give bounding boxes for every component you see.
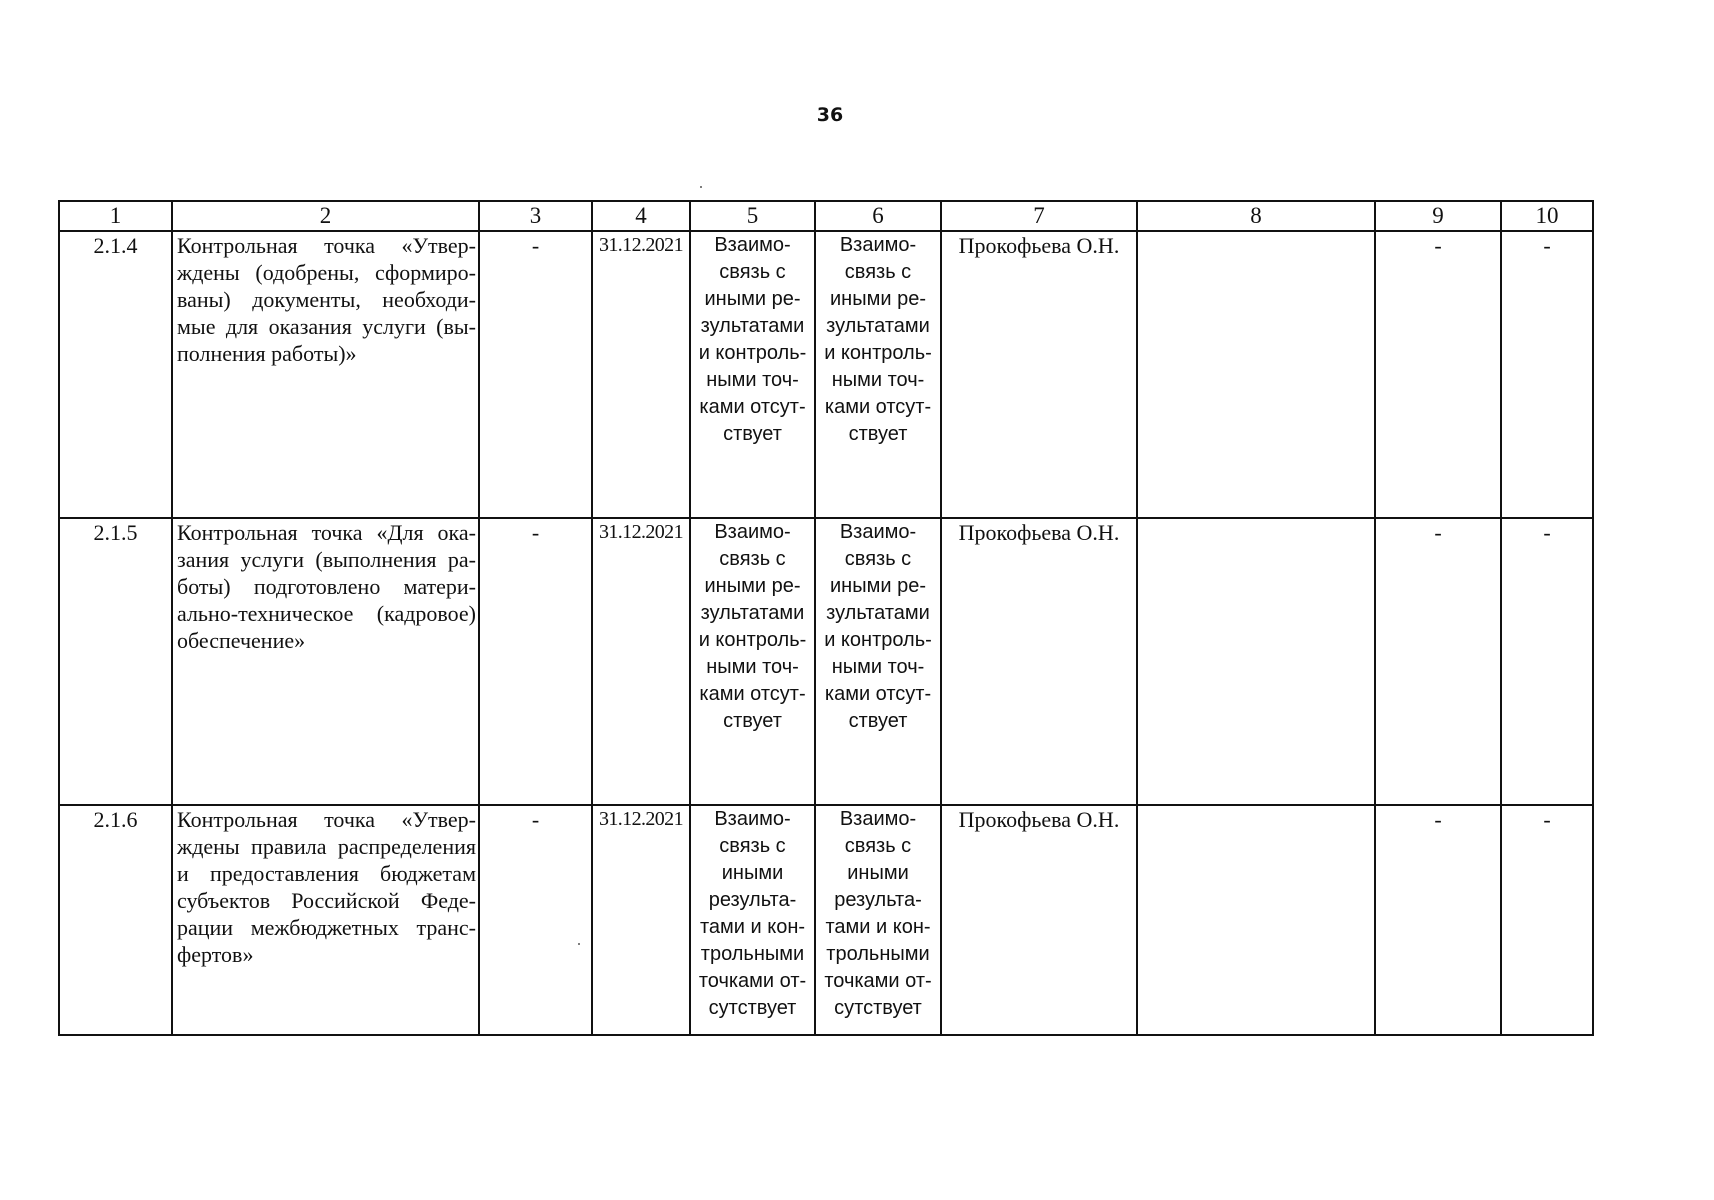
column-10-value: -	[1501, 518, 1593, 805]
control-point-name-line: полнения работы)»	[177, 341, 357, 366]
table-row	[59, 805, 1593, 1035]
interrelation-text-line: результа-	[834, 889, 922, 911]
item-number: 2.1.6	[59, 805, 172, 1035]
responsible-person: Прокофьева О.Н.	[941, 231, 1137, 518]
item-number: 2.1.4	[59, 231, 172, 518]
column-9-value: -	[1375, 805, 1501, 1035]
column-number: 2	[172, 201, 479, 231]
table-row	[59, 231, 1593, 518]
column-number: 7	[941, 201, 1137, 231]
column-8-value	[1137, 518, 1375, 805]
interrelation-text-line: связь с	[844, 261, 912, 283]
column-number: 3	[479, 201, 592, 231]
interrelation-text-line: ками отсут-	[699, 683, 806, 705]
interrelation-text-line: иными ре-	[830, 288, 926, 310]
control-point-name-line: ально-техническое (кадровое)	[177, 601, 476, 626]
column-number: 8	[1137, 201, 1375, 231]
due-date: 31.12.2021	[592, 231, 690, 518]
interrelation-text-line: ствует	[723, 423, 782, 445]
interrelation-text-line: и контроль-	[824, 342, 932, 364]
column-number: 4	[592, 201, 690, 231]
control-point-name-line: Контрольная точка «Утвер-	[177, 807, 476, 832]
control-point-name-line: Контрольная точка «Утвер-	[177, 233, 476, 258]
interrelation-text-line: связь с	[844, 548, 912, 570]
interrelation-text-line: тами и кон-	[825, 916, 931, 938]
interrelation-text-line: и контроль-	[698, 629, 807, 651]
due-date: 31.12.2021	[592, 518, 690, 805]
interrelation-text-line: Взаимо-	[714, 808, 791, 830]
interrelation-text-line: иными ре-	[704, 288, 801, 310]
control-point-name-line: мые для оказания услуги (вы-	[177, 314, 476, 339]
interrelation-text-line: связь с	[719, 548, 786, 570]
interrelation-text-line: ствует	[848, 710, 908, 732]
item-number: 2.1.5	[59, 518, 172, 805]
interrelation-cell-col6	[815, 231, 941, 518]
interrelation-text-line: и контроль-	[824, 629, 932, 651]
control-point-name-line: ждены правила распределения	[177, 834, 476, 859]
column-8-value	[1137, 805, 1375, 1035]
interrelation-cell-col5	[690, 518, 815, 805]
column-8-value	[1137, 231, 1375, 518]
interrelation-text-line: трольными	[700, 943, 805, 965]
interrelation-text-line: ными точ-	[831, 369, 925, 391]
interrelation-text-line: зультатами	[826, 602, 930, 624]
column-number-row	[59, 201, 1593, 231]
interrelation-cell-col5	[690, 231, 815, 518]
interrelation-text-line: ными точ-	[706, 656, 799, 678]
column-9-value: -	[1375, 518, 1501, 805]
control-point-name-line: Контрольная точка «Для ока-	[177, 520, 476, 545]
column-number: 5	[690, 201, 815, 231]
control-point-name-line: боты) подготовлено матери-	[177, 574, 476, 599]
control-point-name	[172, 518, 479, 805]
control-point-name-line: ваны) документы, необходи-	[177, 287, 476, 312]
control-point-name-line: и предоставления бюджетам	[177, 861, 476, 886]
column-10-value: -	[1501, 805, 1593, 1035]
interrelation-text-line: зультатами	[700, 602, 805, 624]
responsible-person: Прокофьева О.Н.	[941, 518, 1137, 805]
responsible-person: Прокофьева О.Н.	[941, 805, 1137, 1035]
interrelation-text-line: Взаимо-	[714, 234, 791, 256]
control-point-name-line: обеспечение»	[177, 628, 306, 653]
interrelation-text-line: зультатами	[826, 315, 930, 337]
interrelation-text-line: иными	[847, 862, 909, 884]
column-number: 1	[59, 201, 172, 231]
due-date: 31.12.2021	[592, 805, 690, 1035]
column-3-value: -	[479, 805, 592, 1035]
control-point-name-line: субъектов Российской Феде-	[177, 888, 476, 913]
control-points-table	[58, 200, 1594, 1036]
interrelation-text-line: иными ре-	[830, 575, 926, 597]
table-row	[59, 518, 1593, 805]
interrelation-text-line: иными	[721, 862, 784, 884]
column-10-value: -	[1501, 231, 1593, 518]
column-number: 6	[815, 201, 941, 231]
interrelation-cell-col6	[815, 805, 941, 1035]
interrelation-cell-col5	[690, 805, 815, 1035]
interrelation-text-line: ками отсут-	[699, 396, 806, 418]
interrelation-text-line: ными точ-	[831, 656, 925, 678]
interrelation-text-line: ствует	[848, 423, 908, 445]
scan-speck	[700, 186, 702, 188]
interrelation-text-line: иными ре-	[704, 575, 801, 597]
interrelation-text-line: тами и кон-	[699, 916, 806, 938]
interrelation-text-line: зультатами	[700, 315, 805, 337]
interrelation-text-line: связь с	[719, 835, 786, 857]
interrelation-text-line: связь с	[844, 835, 912, 857]
control-point-name	[172, 231, 479, 518]
interrelation-text-line: Взаимо-	[839, 808, 917, 830]
interrelation-text-line: ными точ-	[706, 369, 799, 391]
interrelation-text-line: сутствует	[834, 997, 922, 1019]
interrelation-text-line: ствует	[723, 710, 782, 732]
column-number: 9	[1375, 201, 1501, 231]
interrelation-text-line: результа-	[708, 889, 797, 911]
interrelation-text-line: ками отсут-	[824, 396, 932, 418]
interrelation-text-line: трольными	[826, 943, 930, 965]
column-number: 10	[1501, 201, 1593, 231]
interrelation-cell-col6	[815, 518, 941, 805]
interrelation-text-line: Взаимо-	[714, 521, 791, 543]
interrelation-text-line: точками от-	[698, 970, 807, 992]
interrelation-text-line: Взаимо-	[839, 521, 917, 543]
control-point-name-line: рации межбюджетных транс-	[177, 915, 476, 940]
control-point-name-line: фертов»	[177, 942, 254, 967]
interrelation-text-line: Взаимо-	[839, 234, 917, 256]
control-point-name-line: зания услуги (выполнения ра-	[177, 547, 476, 572]
control-point-name	[172, 805, 479, 1035]
page-number: 36	[816, 104, 844, 126]
interrelation-text-line: сутствует	[708, 997, 797, 1019]
column-3-value: -	[479, 518, 592, 805]
interrelation-text-line: точками от-	[824, 970, 932, 992]
interrelation-text-line: связь с	[719, 261, 786, 283]
column-3-value: -	[479, 231, 592, 518]
interrelation-text-line: ками отсут-	[824, 683, 932, 705]
control-point-name-line: ждены (одобрены, сформиро-	[177, 260, 476, 285]
interrelation-text-line: и контроль-	[698, 342, 807, 364]
column-9-value: -	[1375, 231, 1501, 518]
